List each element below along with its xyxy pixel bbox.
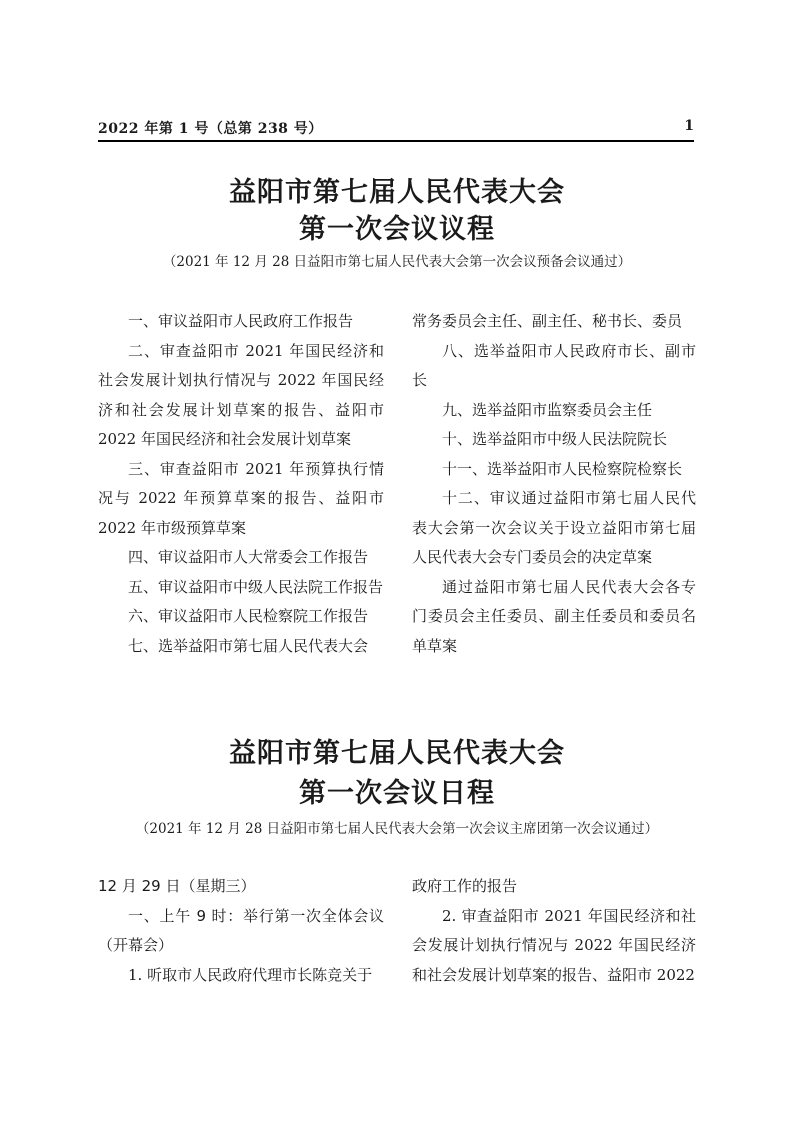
agenda-item: 八、选举益阳市人民政府市长、副市长 — [412, 341, 696, 389]
schedule-left-column — [98, 872, 384, 990]
schedule-date: 12 月 29 日（星期三） — [98, 877, 256, 895]
agenda-item: 四、审议益阳市人大常委会工作报告 — [128, 548, 369, 566]
agenda-item: 一、审议益阳市人民政府工作报告 — [128, 312, 354, 330]
header-rule — [98, 140, 694, 142]
agenda-right-column — [412, 307, 696, 661]
agenda-item-continuation: 常务委员会主任、副主任、秘书长、委员 — [412, 312, 683, 330]
agenda-item: 三、审查益阳市 2021 年预算执行情况与 2022 年预算草案的报告、益阳市 2022 年市级预算草案 — [98, 459, 384, 537]
agenda-item: 二、审查益阳市 2021 年国民经济和社会发展计划执行情况与 2022 年国民经济和社会发展计划草案的报告、益阳市 2022 年国民经济和社会发展计划草案 — [98, 341, 384, 448]
agenda-item: 通过益阳市第七届人民代表大会各专门委员会主任委员、副主任委员和委员名单草案 — [412, 577, 696, 655]
schedule-item-continuation: 政府工作的报告 — [412, 877, 518, 895]
agenda-item: 九、选举益阳市监察委员会主任 — [442, 400, 653, 419]
schedule-session: 一、上午 9 时：举行第一次全体会议（开幕会） — [98, 906, 384, 954]
schedule-note: （2021 年 12 月 28 日益阳市第七届人民代表大会第一次会议主席团第一次会议通过） — [135, 821, 659, 837]
agenda-item: 七、选举益阳市第七届人民代表大会 — [128, 636, 369, 655]
page-header — [98, 118, 694, 138]
agenda-title-line1: 益阳市第七届人民代表大会 — [229, 177, 565, 208]
agenda-left-column — [98, 307, 384, 661]
agenda-item: 十二、审议通过益阳市第七届人民代表大会第一次会议关于设立益阳市第七届人民代表大会专门委员会的决定草案 — [412, 489, 696, 566]
agenda-title-line2: 第一次会议议程 — [299, 214, 495, 245]
schedule-right-column — [412, 872, 696, 990]
schedule-title-line2: 第一次会议日程 — [299, 778, 495, 809]
agenda-item: 六、审议益阳市人民检察院工作报告 — [128, 607, 369, 625]
schedule-title-line1: 益阳市第七届人民代表大会 — [229, 738, 565, 769]
agenda-item: 十、选举益阳市中级人民法院院长 — [442, 430, 668, 448]
page-number: 1 — [684, 118, 694, 134]
issue-number: 2022 年第 1 号（总第 238 号） — [98, 121, 323, 137]
agenda-item: 十一、选举益阳市人民检察院检察长 — [442, 459, 683, 478]
agenda-item: 五、审议益阳市中级人民法院工作报告 — [128, 577, 384, 596]
schedule-item: 1. 听取市人民政府代理市长陈竞关于 — [128, 965, 373, 984]
schedule-item: 2. 审查益阳市 2021 年国民经济和社会发展计划执行情况与 2022 年国民经济和社会发展计划草案的报告、益阳市 2022 — [412, 906, 696, 984]
agenda-note: （2021 年 12 月 28 日益阳市第七届人民代表大会第一次会议预备会议通过） — [162, 254, 632, 270]
